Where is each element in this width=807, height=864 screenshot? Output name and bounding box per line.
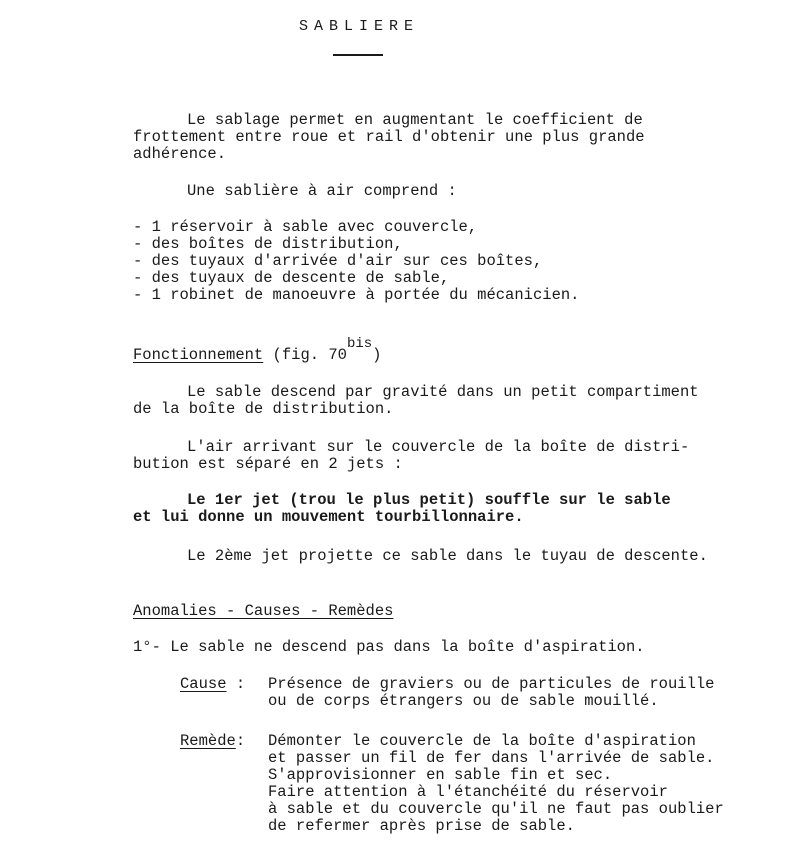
components-intro: Une sablière à air comprend : [187, 182, 457, 200]
remede-line-6: de refermer après prise de sable. [268, 817, 575, 835]
title-underline [333, 54, 383, 56]
fonct-p2-line-2: bution est séparé en 2 jets : [133, 455, 403, 473]
anomalies-heading: Anomalies - Causes - Remèdes [133, 602, 394, 620]
intro-line-1: Le sablage permet en augmentant le coefficient de [187, 111, 643, 129]
fonct-p1-line-1: Le sable descend par gravité dans un petit compartiment [187, 383, 699, 401]
figure-ref-sup: bis [346, 336, 373, 352]
list-item: - 1 robinet de manoeuvre à portée du mécanicien. [133, 286, 580, 304]
remede-separator: : [235, 732, 255, 750]
fonct-p3-line-2: et lui donne un mouvement tourbillonnaire. [133, 508, 524, 526]
fonct-p1-line-2: de la boîte de distribution. [133, 400, 394, 418]
cause-line-2: ou de corps étrangers ou de sable mouillé. [268, 692, 659, 710]
page-title: SABLIERE [299, 18, 420, 35]
remede-row [180, 733, 254, 750]
list-item: - 1 réservoir à sable avec couvercle, [133, 218, 478, 236]
remede-label: Remède [180, 732, 236, 750]
fonct-p2-line-1: L'air arrivant sur le couvercle de la boîte de distri- [187, 438, 690, 456]
remede-line-5: à sable et du couvercle qu'il ne faut pas oublier [268, 800, 724, 818]
anomaly-item-1: 1°- Le sable ne descend pas dans la boîte d'aspiration. [133, 638, 645, 656]
remede-line-1: Démonter le couvercle de la boîte d'aspiration [268, 732, 696, 750]
remede-line-3: S'approvisionner en sable fin et sec. [268, 766, 613, 784]
intro-line-2: frottement entre roue et rail d'obtenir une plus grande [133, 128, 645, 146]
list-item: - des boîtes de distribution, [133, 235, 403, 253]
fonct-p3-line-1: Le 1er jet (trou le plus petit) souffle sur le sable [187, 491, 671, 509]
cause-separator: : [226, 675, 255, 693]
remede-line-4: Faire attention à l'étanchéité du réservoir [268, 783, 668, 801]
fonct-p4: Le 2ème jet projette ce sable dans le tuyau de descente. [187, 547, 708, 565]
list-item: - des tuyaux d'arrivée d'air sur ces boîtes, [133, 252, 543, 270]
intro-line-3: adhérence. [133, 145, 227, 163]
cause-label: Cause [180, 675, 227, 693]
cause-line-1: Présence de graviers ou de particules de rouille [268, 675, 715, 693]
remede-line-2: et passer un fil de fer dans l'arrivée de sable. [268, 749, 715, 767]
fonctionnement-heading [133, 336, 382, 365]
figure-ref-close: ) [372, 346, 382, 364]
list-item: - des tuyaux de descente de sable, [133, 269, 450, 287]
fonctionnement-title: Fonctionnement [133, 346, 264, 364]
cause-row [180, 676, 254, 693]
figure-ref: (fig. 70 [263, 346, 347, 364]
